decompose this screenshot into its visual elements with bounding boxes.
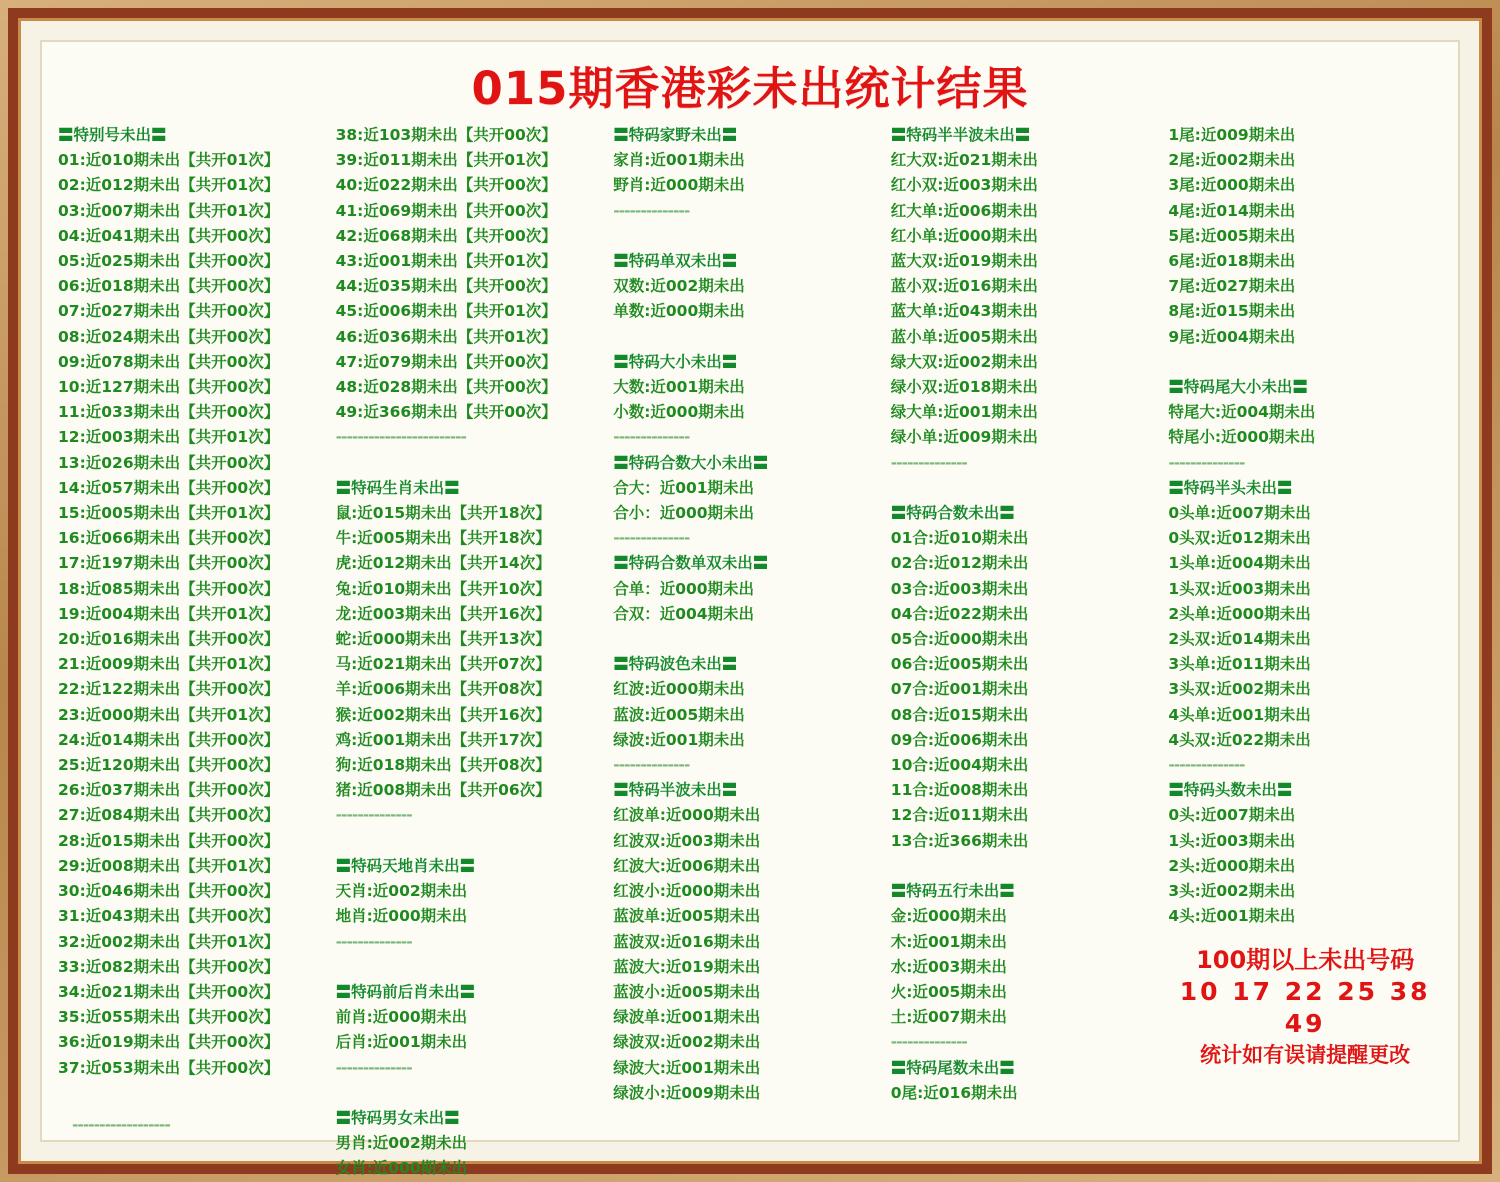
stat-line: 43:近001期未出【共开01次】 (335, 252, 557, 271)
stat-line: 〓特码半头未出〓 (1168, 478, 1293, 497)
stat-line: 42:近068期未出【共开00次】 (335, 226, 557, 245)
stat-line: 36:近019期未出【共开00次】 (58, 1033, 280, 1052)
stat-line: 火:近005期未出 (890, 982, 1007, 1001)
column-special-numbers (58, 123, 332, 1182)
stat-line: 07:近027期未出【共开00次】 (58, 302, 280, 321)
stat-line: 水:近003期未出 (890, 957, 1007, 976)
stat-line: 蓝波大:近019期未出 (613, 957, 761, 976)
stat-line: 30:近046期未出【共开00次】 (58, 882, 280, 901)
stat-line: 0头双:近012期未出 (1168, 529, 1311, 548)
stat-line: 〓特码尾大小未出〓 (1168, 378, 1308, 397)
stat-line: 18:近085期未出【共开00次】 (58, 579, 280, 598)
stat-line: 6尾:近018期未出 (1168, 252, 1296, 271)
stat-line: 鸡:近001期未出【共开17次】 (335, 730, 551, 749)
stat-line: 合大：近001期未出 (613, 478, 755, 497)
stat-line: 〓特码单双未出〓 (613, 252, 738, 271)
stat-line: 猪:近008期未出【共开06次】 (335, 781, 551, 800)
stat-line: 2头单:近000期未出 (1168, 604, 1311, 623)
stat-line: 红波单:近000期未出 (613, 806, 761, 825)
stat-line: 蓝大双:近019期未出 (890, 252, 1038, 271)
stat-line: 11:近033期未出【共开00次】 (58, 403, 280, 422)
stat-line: 男肖:近002期未出 (335, 1134, 468, 1153)
stat-line: 12:近003期未出【共开01次】 (58, 428, 280, 447)
stat-line: 〓特码半半波未出〓 (890, 126, 1031, 144)
stat-line: 大数:近001期未出 (613, 378, 745, 397)
stat-line: 绿小双:近018期未出 (890, 378, 1038, 397)
stat-line: -------------- (335, 932, 412, 951)
stat-line: 〓特码前后肖未出〓 (335, 982, 476, 1001)
stat-line: -------------- (1168, 756, 1245, 775)
stat-line: 女肖:近000期未出 (335, 1159, 468, 1178)
stat-line: 2头:近000期未出 (1168, 856, 1296, 875)
stat-line: 09:近078期未出【共开00次】 (58, 352, 280, 371)
footer-note: 统计如有误请提醒更改 (1200, 1042, 1411, 1067)
stat-line: 蛇:近000期未出【共开13次】 (335, 630, 551, 649)
stat-line: 马:近021期未出【共开07次】 (335, 655, 551, 674)
bottom-divider: ------------------ (72, 1116, 170, 1134)
stat-line: 38:近103期未出【共开00次】 (335, 126, 557, 144)
stat-line: 野肖:近000期未出 (613, 176, 745, 195)
stat-line: 46:近036期未出【共开01次】 (335, 327, 557, 346)
stat-line: 地肖:近000期未出 (335, 907, 468, 926)
stat-line: 40:近022期未出【共开00次】 (335, 176, 557, 195)
stat-line: 32:近002期未出【共开01次】 (58, 932, 280, 951)
stat-line: 08:近024期未出【共开00次】 (58, 327, 280, 346)
stat-line: 后肖:近001期未出 (335, 1033, 468, 1052)
stat-line: 绿波小:近009期未出 (613, 1083, 761, 1102)
stat-line: 双数:近002期未出 (613, 277, 745, 296)
stat-line: 前肖:近000期未出 (335, 1008, 468, 1027)
stat-line: 〓特码头数未出〓 (1168, 781, 1293, 800)
stat-line: 49:近366期未出【共开00次】 (335, 403, 557, 422)
stat-line: 02:近012期未出【共开01次】 (58, 176, 280, 195)
stat-line: 27:近084期未出【共开00次】 (58, 806, 280, 825)
stat-line: 〓特码合数未出〓 (890, 504, 1015, 523)
stat-line: 10合:近004期未出 (890, 756, 1029, 775)
stat-line: 28:近015期未出【共开00次】 (58, 831, 280, 850)
stat-line: 蓝波单:近005期未出 (613, 907, 761, 926)
stat-line: 04合:近022期未出 (890, 604, 1029, 623)
stat-line: 鼠:近015期未出【共开18次】 (335, 504, 551, 523)
stat-line: 34:近021期未出【共开00次】 (58, 982, 280, 1001)
stat-line: 2尾:近002期未出 (1168, 151, 1296, 170)
stat-line: 47:近079期未出【共开00次】 (335, 352, 557, 371)
footer-headline: 100期以上未出号码 (1196, 945, 1415, 974)
stat-line: 03:近007期未出【共开01次】 (58, 201, 280, 220)
stat-line: 1头双:近003期未出 (1168, 579, 1311, 598)
stat-line: 红波双:近003期未出 (613, 831, 761, 850)
stat-line: 26:近037期未出【共开00次】 (58, 781, 280, 800)
stat-line: 9尾:近004期未出 (1168, 327, 1296, 346)
stat-line: -------------- (1168, 453, 1245, 472)
stat-line: 0尾:近016期未出 (890, 1083, 1018, 1102)
stat-line: 08合:近015期未出 (890, 705, 1029, 724)
stat-line: 土:近007期未出 (890, 1008, 1007, 1027)
stat-line: 红波小:近000期未出 (613, 882, 761, 901)
stat-line: 44:近035期未出【共开00次】 (335, 277, 557, 296)
stat-line: -------------- (613, 529, 690, 548)
stat-line: 天肖:近002期未出 (335, 882, 468, 901)
stat-line: 39:近011期未出【共开01次】 (335, 151, 557, 170)
poster-inner-border (8, 8, 1492, 1178)
stat-line: ------------------------ (335, 428, 466, 447)
stat-line: 龙:近003期未出【共开16次】 (335, 604, 551, 623)
stat-line: 15:近005期未出【共开01次】 (58, 504, 280, 523)
stat-line: 绿大单:近001期未出 (890, 403, 1038, 422)
stat-line: 家肖:近001期未出 (613, 151, 745, 170)
stat-line: 5尾:近005期未出 (1168, 226, 1296, 245)
stat-line: 0头单:近007期未出 (1168, 504, 1311, 523)
stat-line: 01合:近010期未出 (890, 529, 1029, 548)
stat-line: 10:近127期未出【共开00次】 (58, 378, 280, 397)
stat-line: 特尾大:近004期未出 (1168, 403, 1316, 422)
stat-line: 1头:近003期未出 (1168, 831, 1296, 850)
stat-line: 〓特码男女未出〓 (335, 1108, 460, 1127)
stat-line: 蓝大单:近043期未出 (890, 302, 1038, 321)
stat-line: 金:近000期未出 (890, 907, 1007, 926)
stat-line: 蓝波双:近016期未出 (613, 932, 761, 951)
stat-line: 〓特码合数大小未出〓 (613, 453, 769, 472)
stat-line: 11合:近008期未出 (890, 781, 1029, 800)
stat-line: 14:近057期未出【共开00次】 (58, 478, 280, 497)
stat-line: 红波:近000期未出 (613, 680, 745, 699)
stat-line: 合单：近000期未出 (613, 579, 755, 598)
stat-line: 红小双:近003期未出 (890, 176, 1038, 195)
stat-line: -------------- (613, 756, 690, 775)
stat-line: 06合:近005期未出 (890, 655, 1029, 674)
stat-line: 06:近018期未出【共开00次】 (58, 277, 280, 296)
stat-line: 16:近066期未出【共开00次】 (58, 529, 280, 548)
stat-line: 〓特码大小未出〓 (613, 352, 738, 371)
stat-line: 绿波单:近001期未出 (613, 1008, 761, 1027)
stat-line: 05合:近000期未出 (890, 630, 1029, 649)
stat-line: 12合:近011期未出 (890, 806, 1029, 825)
stat-line: 22:近122期未出【共开00次】 (58, 680, 280, 699)
stat-line: 23:近000期未出【共开01次】 (58, 705, 280, 724)
stat-line: 绿波大:近001期未出 (613, 1058, 761, 1077)
stat-line: 7尾:近027期未出 (1168, 277, 1296, 296)
stat-line: 24:近014期未出【共开00次】 (58, 730, 280, 749)
stat-line: 〓特码半波未出〓 (613, 781, 738, 800)
stat-line: 35:近055期未出【共开00次】 (58, 1008, 280, 1027)
stat-line: 蓝波小:近005期未出 (613, 982, 761, 1001)
stat-line: 4头:近001期未出 (1168, 907, 1296, 926)
stat-line: 8尾:近015期未出 (1168, 302, 1296, 321)
stat-line: 牛:近005期未出【共开18次】 (335, 529, 551, 548)
stat-line: 37:近053期未出【共开00次】 (58, 1058, 280, 1077)
stat-line: 07合:近001期未出 (890, 680, 1029, 699)
stat-line: 红小单:近000期未出 (890, 226, 1038, 245)
stat-line: 3头:近002期未出 (1168, 882, 1296, 901)
stat-line: -------------- (613, 201, 690, 220)
column-tails-heads (1168, 123, 1442, 1182)
stat-line: 绿大双:近002期未出 (890, 352, 1038, 371)
stat-line: 02合:近012期未出 (890, 554, 1029, 573)
stat-line: 09合:近006期未出 (890, 730, 1029, 749)
stat-line: 〓特码五行未出〓 (890, 882, 1015, 901)
stat-line: 猴:近002期未出【共开16次】 (335, 705, 551, 724)
stat-line: 绿波双:近002期未出 (613, 1033, 761, 1052)
poster-content (40, 40, 1460, 1178)
footer-numbers: 10 17 22 25 38 49 (1179, 976, 1431, 1038)
stat-line: -------------- (335, 1058, 412, 1077)
stat-line: 1尾:近009期未出 (1168, 126, 1296, 144)
stat-line: 3尾:近000期未出 (1168, 176, 1296, 195)
stat-line: 单数:近000期未出 (613, 302, 745, 321)
stat-line: -------------- (890, 453, 967, 472)
stat-line: 05:近025期未出【共开00次】 (58, 252, 280, 271)
stat-line: 21:近009期未出【共开01次】 (58, 655, 280, 674)
stat-line: 绿波:近001期未出 (613, 730, 745, 749)
stat-line: 特尾小:近000期未出 (1168, 428, 1316, 447)
stat-line: 13合:近366期未出 (890, 831, 1029, 850)
stat-line: 48:近028期未出【共开00次】 (335, 378, 557, 397)
stat-line: 〓特码尾数未出〓 (890, 1058, 1015, 1077)
stat-line: 04:近041期未出【共开00次】 (58, 226, 280, 245)
stat-line: 25:近120期未出【共开00次】 (58, 756, 280, 775)
stat-line: 4头单:近001期未出 (1168, 705, 1311, 724)
stat-line: 17:近197期未出【共开00次】 (58, 554, 280, 573)
stat-line: 4尾:近014期未出 (1168, 201, 1296, 220)
stat-line: 合双：近004期未出 (613, 604, 755, 623)
column-jiaye-danshuang (613, 123, 887, 1182)
statistics-columns (42, 123, 1458, 1182)
stat-line: 〓特码家野未出〓 (613, 126, 738, 144)
stat-line: 20:近016期未出【共开00次】 (58, 630, 280, 649)
stat-line: 1头单:近004期未出 (1168, 554, 1311, 573)
stat-line: 木:近001期未出 (890, 932, 1007, 951)
stat-line: 蓝波:近005期未出 (613, 705, 745, 724)
stat-line: 3头双:近002期未出 (1168, 680, 1311, 699)
stat-line: 合小：近000期未出 (613, 504, 755, 523)
stat-line: -------------- (613, 428, 690, 447)
column-banbanbo-heshu (891, 123, 1165, 1182)
column-special-numbers-cont (336, 123, 610, 1182)
stat-line: 兔:近010期未出【共开10次】 (335, 579, 551, 598)
stat-line: 2头双:近014期未出 (1168, 630, 1311, 649)
page-title: 015期香港彩未出统计结果 (471, 62, 1029, 115)
stat-line: 4头双:近022期未出 (1168, 730, 1311, 749)
stat-line: 红波大:近006期未出 (613, 856, 761, 875)
stat-line: 45:近006期未出【共开01次】 (335, 302, 557, 321)
footer-block (1168, 944, 1442, 1070)
stat-line: 〓特码天地肖未出〓 (335, 856, 476, 875)
stat-line: 红大单:近006期未出 (890, 201, 1038, 220)
stat-line: 3头单:近011期未出 (1168, 655, 1311, 674)
stat-line: 绿小单:近009期未出 (890, 428, 1038, 447)
stat-line: 31:近043期未出【共开00次】 (58, 907, 280, 926)
stat-line: 虎:近012期未出【共开14次】 (335, 554, 551, 573)
stat-line: -------------- (890, 1033, 967, 1052)
stat-line: 33:近082期未出【共开00次】 (58, 957, 280, 976)
stat-line: -------------- (335, 806, 412, 825)
stat-line: 蓝小单:近005期未出 (890, 327, 1038, 346)
stat-line: 蓝小双:近016期未出 (890, 277, 1038, 296)
stat-line: 〓特码波色未出〓 (613, 655, 738, 674)
stat-line: 41:近069期未出【共开00次】 (335, 201, 557, 220)
stat-line: 狗:近018期未出【共开08次】 (335, 756, 551, 775)
stat-line: 红大双:近021期未出 (890, 151, 1038, 170)
stat-line: 01:近010期未出【共开01次】 (58, 151, 280, 170)
stat-line: 13:近026期未出【共开00次】 (58, 453, 280, 472)
stat-line: 〓特码合数单双未出〓 (613, 554, 769, 573)
stat-line: 小数:近000期未出 (613, 403, 745, 422)
stat-line: 〓特码生肖未出〓 (335, 478, 460, 497)
stat-line: 〓特别号未出〓 (58, 126, 167, 144)
stat-line: 羊:近006期未出【共开08次】 (335, 680, 551, 699)
stat-line: 29:近008期未出【共开01次】 (58, 856, 280, 875)
stat-line: 03合:近003期未出 (890, 579, 1029, 598)
stat-line: 19:近004期未出【共开01次】 (58, 604, 280, 623)
stat-line: 0头:近007期未出 (1168, 806, 1296, 825)
